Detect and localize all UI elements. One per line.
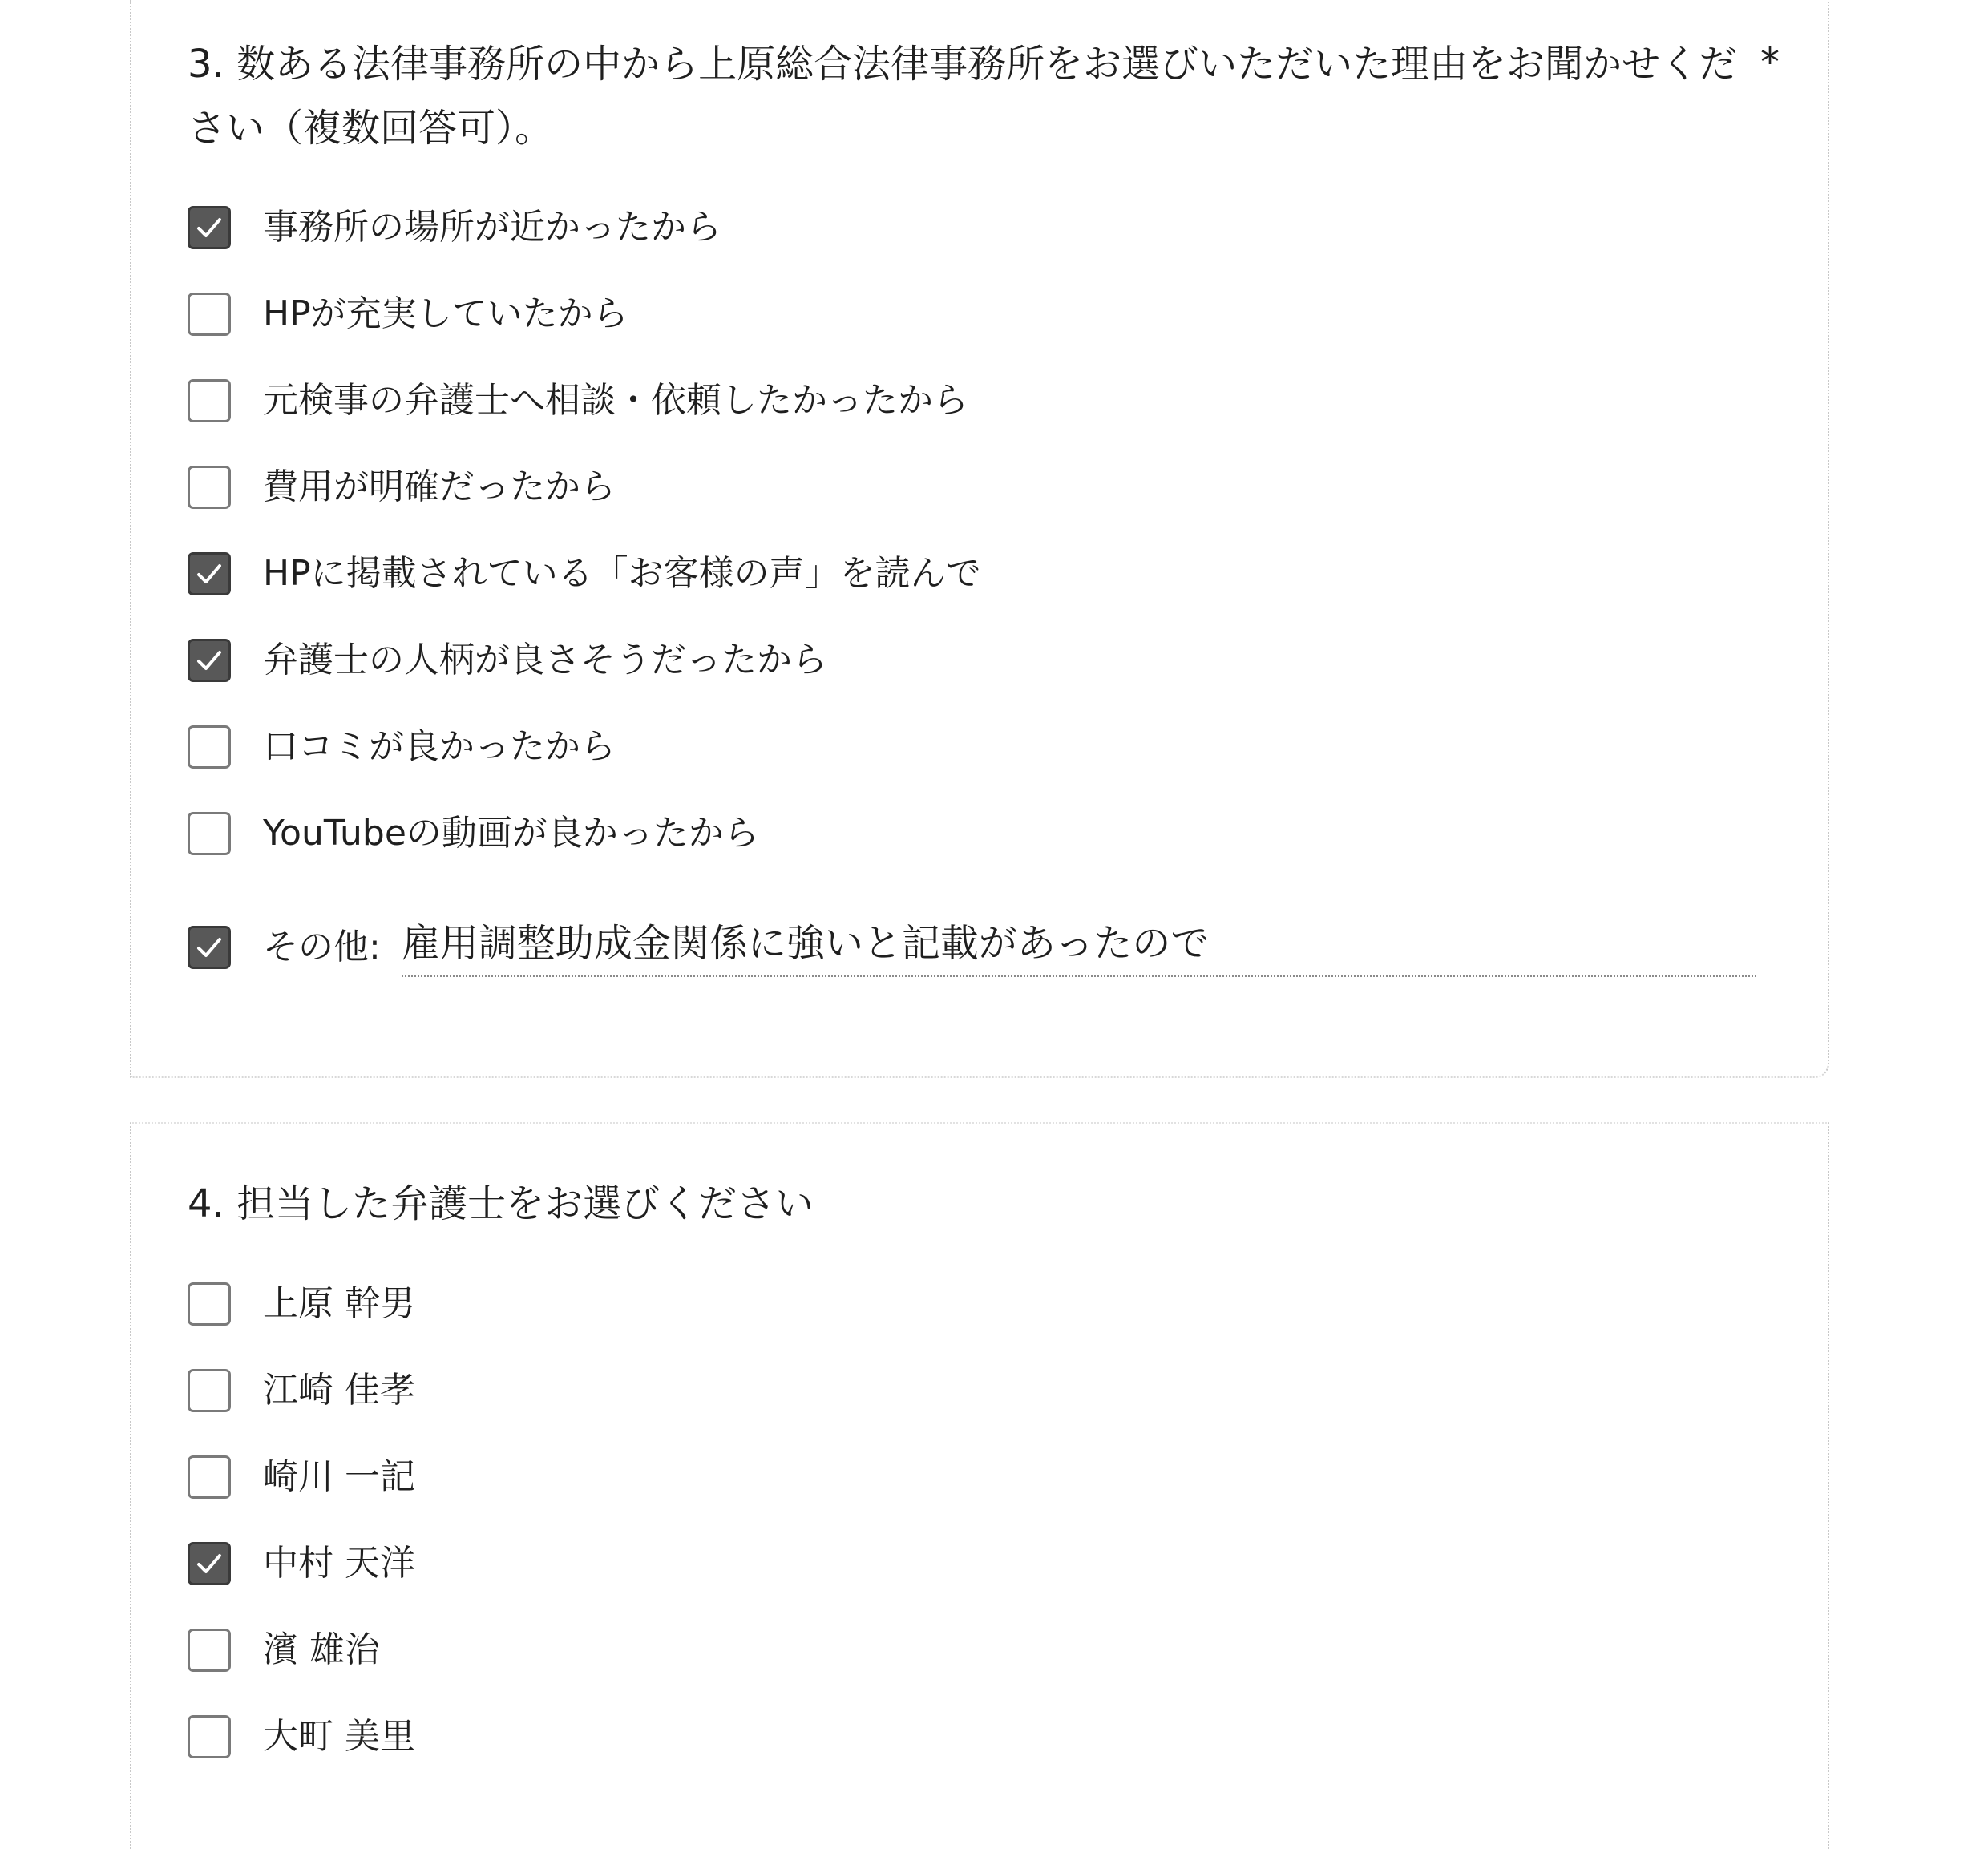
checkbox[interactable] xyxy=(188,379,231,422)
option-label: 口コミが良かったから xyxy=(263,726,616,767)
checkmark-icon xyxy=(193,212,225,244)
option-youtube-video[interactable] xyxy=(188,808,759,859)
option-customer-reviews[interactable] xyxy=(188,548,981,600)
option-lawyer-uehara[interactable] xyxy=(188,1278,415,1330)
checkmark-icon xyxy=(193,644,225,676)
option-website-content[interactable] xyxy=(188,289,628,340)
option-label: 中村 天洋 xyxy=(263,1543,415,1584)
other-label: その他: xyxy=(263,927,381,967)
option-label: 江崎 佳孝 xyxy=(263,1370,415,1411)
option-label: YouTubeの動画が良かったから xyxy=(263,813,759,854)
question-text: 数ある法律事務所の中から上原総合法律事務所をお選びいただいた理由をお聞かせください（複数回答可）。 xyxy=(188,42,1738,151)
option-lawyer-omachi[interactable] xyxy=(188,1711,415,1762)
option-clear-fees[interactable] xyxy=(188,462,616,513)
option-label: 大町 美里 xyxy=(263,1716,415,1757)
option-label: 事務所の場所が近かったから xyxy=(263,207,721,248)
checkbox[interactable] xyxy=(188,206,231,249)
checkbox[interactable] xyxy=(188,1369,231,1412)
checkbox[interactable] xyxy=(188,1629,231,1672)
option-former-prosecutor[interactable] xyxy=(188,375,968,426)
option-label: 弁護士の人柄が良さそうだったから xyxy=(263,640,827,680)
checkmark-icon xyxy=(193,1548,225,1580)
checkbox[interactable] xyxy=(188,293,231,336)
checkbox[interactable] xyxy=(188,926,231,969)
required-asterisk: * xyxy=(1760,40,1780,85)
option-lawyer-ezaki[interactable] xyxy=(188,1365,415,1416)
checkbox[interactable] xyxy=(188,1282,231,1326)
question-title xyxy=(188,32,1751,160)
checkbox[interactable] xyxy=(188,1715,231,1758)
checkbox[interactable] xyxy=(188,466,231,509)
question-card-lawyer xyxy=(130,1122,1829,1849)
question-number: 4. xyxy=(188,1181,224,1226)
option-lawyer-hama[interactable] xyxy=(188,1625,380,1676)
checkmark-icon xyxy=(193,931,225,963)
option-label: HPに掲載されている「お客様の声」を読んで xyxy=(263,553,981,594)
option-label: HPが充実していたから xyxy=(263,293,628,334)
checkbox[interactable] xyxy=(188,725,231,769)
question-title xyxy=(188,1172,1751,1236)
checkbox[interactable] xyxy=(188,552,231,595)
option-other[interactable] xyxy=(188,922,1756,973)
option-label: 崎川 一記 xyxy=(263,1456,415,1497)
question-card-reason xyxy=(130,0,1829,1078)
option-label: 濱 雄治 xyxy=(263,1629,380,1670)
option-lawyer-personality[interactable] xyxy=(188,635,827,686)
checkmark-icon xyxy=(193,558,225,590)
option-label: 元検事の弁護士へ相談・依頼したかったから xyxy=(263,380,968,421)
option-word-of-mouth[interactable] xyxy=(188,721,616,773)
checkbox[interactable] xyxy=(188,812,231,855)
question-text: 担当した弁護士をお選びください xyxy=(236,1181,814,1226)
checkbox[interactable] xyxy=(188,1542,231,1585)
option-close-location[interactable] xyxy=(188,202,721,253)
checkbox[interactable] xyxy=(188,1455,231,1499)
question-number: 3. xyxy=(188,42,224,87)
option-lawyer-nakamura[interactable] xyxy=(188,1538,415,1589)
option-label: 上原 幹男 xyxy=(263,1283,415,1324)
option-label: 費用が明確だったから xyxy=(263,466,616,507)
option-lawyer-sakikawa[interactable] xyxy=(188,1451,415,1503)
other-text-input[interactable]: 雇用調整助成金関係に強いと記載があったので xyxy=(402,918,1756,977)
checkbox[interactable] xyxy=(188,639,231,682)
